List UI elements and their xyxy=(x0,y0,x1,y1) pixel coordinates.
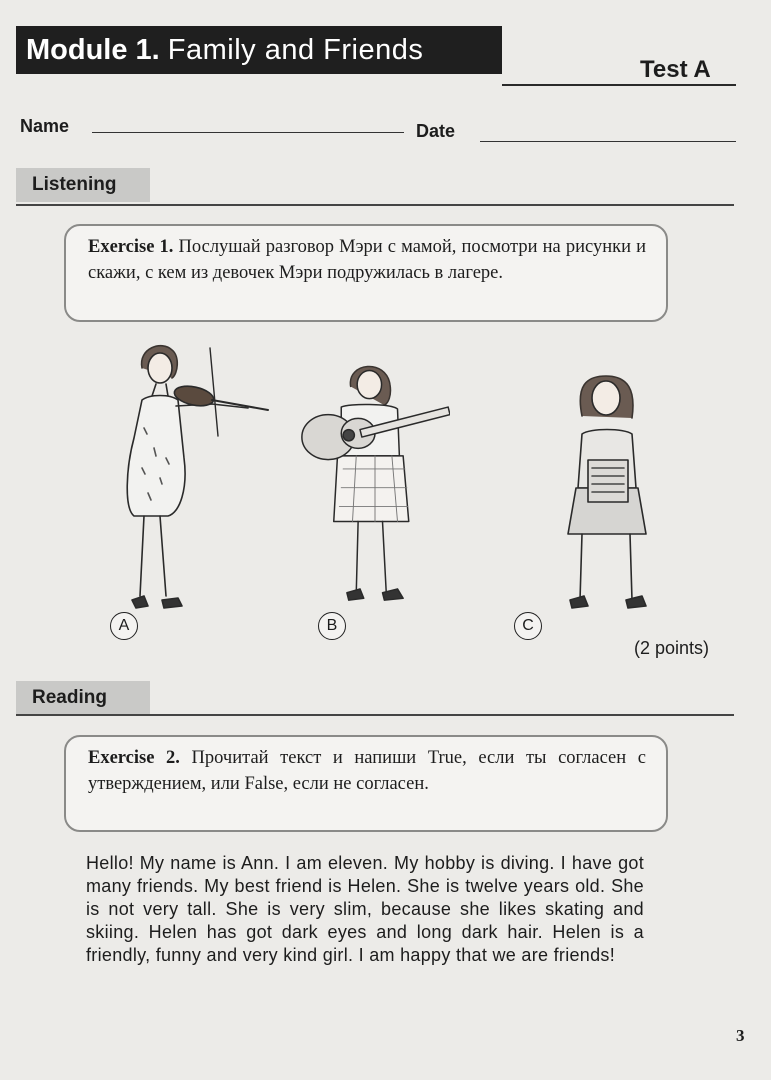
name-field[interactable] xyxy=(92,132,404,133)
exercise-2-label: Exercise 2. xyxy=(88,748,180,768)
reading-section-title: Reading xyxy=(16,681,150,715)
header-rule xyxy=(502,84,736,86)
listening-section-title: Listening xyxy=(16,168,150,202)
choice-b[interactable]: B xyxy=(318,612,346,640)
exercise-1-instructions: Послушай разговор Мэри с мамой, посмотри на рисунки и скажи, с кем из девочек Мэри подружилась в лагере. xyxy=(88,237,646,283)
date-label: Date xyxy=(416,121,456,141)
girl-violin-illustration xyxy=(120,338,270,628)
exercise-2-box xyxy=(64,735,668,832)
choice-a[interactable]: A xyxy=(110,612,138,640)
exercise-1-points: (2 points) xyxy=(634,638,710,658)
page-number: 3 xyxy=(736,1026,745,1045)
date-field[interactable] xyxy=(480,141,736,142)
choice-c[interactable]: C xyxy=(514,612,542,640)
exercise-2-instructions: Прочитай текст и напиши True, если ты согласен с утверждением, или False, если не согласен. xyxy=(88,748,646,794)
exercise-1-label: Exercise 1. xyxy=(88,237,174,257)
module-title: Family and Friends xyxy=(167,34,424,66)
girl-book-illustration xyxy=(532,338,682,628)
test-label: Test A xyxy=(640,56,711,83)
module-number: Module 1. xyxy=(26,34,160,66)
module-title-bar xyxy=(16,26,502,74)
exercise-1-box xyxy=(64,224,668,322)
reading-passage: Hello! My name is Ann. I am eleven. My hobby is diving. I have got many friends. My best friend is Helen. She is twelve years old. She is not very tall. She is very slim, because she likes skating and skiing. Helen has got dark eyes and long dark hair. Helen is a friendly, funny and very kind girl. I am happy that we are friends! xyxy=(86,853,644,965)
name-label: Name xyxy=(20,116,70,136)
girl-guitar-illustration xyxy=(300,338,450,628)
reading-rule xyxy=(16,714,734,716)
listening-rule xyxy=(16,204,734,206)
